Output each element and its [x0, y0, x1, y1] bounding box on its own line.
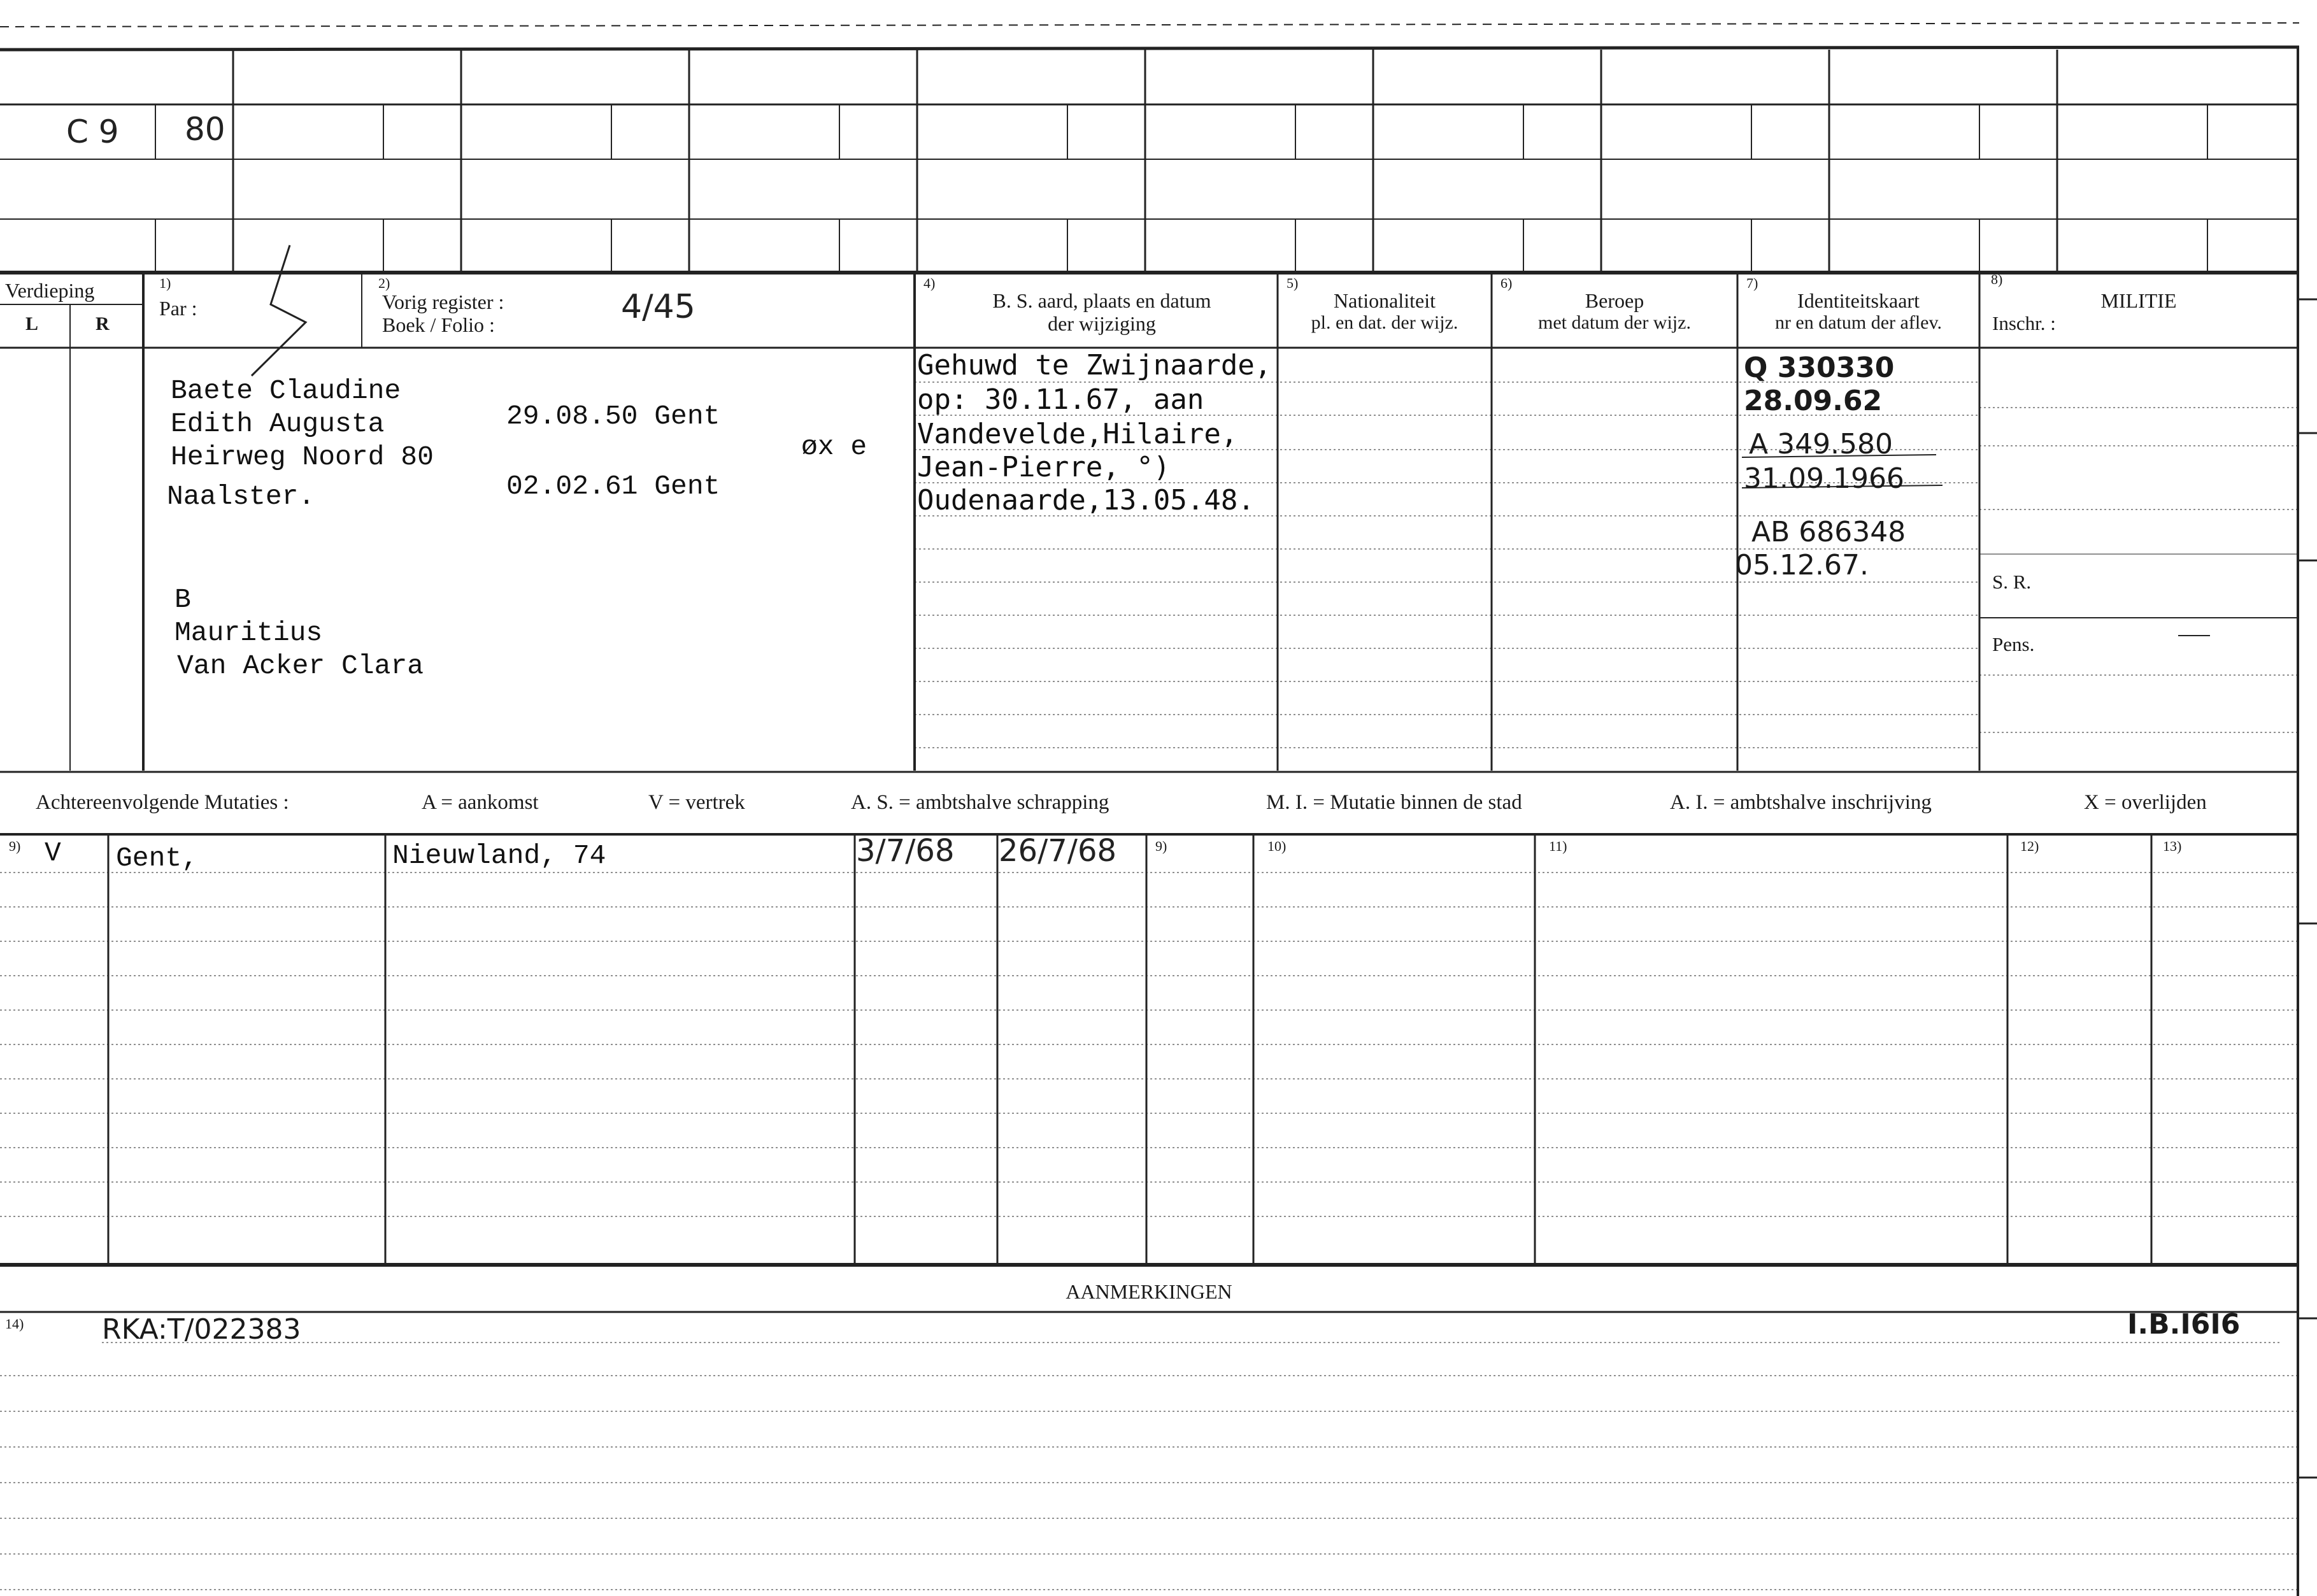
- field-number-1: 1): [159, 275, 171, 291]
- mutation-col-number-11: 11): [1549, 838, 1567, 854]
- col-l-label: L: [25, 313, 39, 334]
- second-date-place: 02.02.61 Gent: [506, 471, 720, 502]
- mutation-date-2: 26/7/68: [999, 833, 1117, 869]
- id-card-date-1: 28.09.62: [1744, 385, 1883, 417]
- field-number-5: 5): [1287, 275, 1299, 291]
- birth-date-place: 29.08.50 Gent: [506, 401, 720, 432]
- remarks-title: AANMERKINGEN: [1066, 1280, 1232, 1303]
- civil-status-line-4: Jean-Pierre, °): [917, 451, 1171, 483]
- nationality-header-line2: pl. en dat. der wijz.: [1311, 312, 1458, 333]
- legend-aankomst: A = aankomst: [422, 791, 539, 814]
- father-name: Mauritius: [175, 617, 323, 648]
- id-card-number-1: Q 330330: [1744, 352, 1895, 384]
- field-number-8: 8): [1991, 271, 2003, 287]
- person-street: Heirweg Noord 80: [171, 441, 434, 473]
- mutation-col-number-13: 13): [2163, 838, 2182, 854]
- boek-folio-value: 4/45: [621, 288, 695, 326]
- mutation-city: Gent,: [116, 843, 199, 874]
- bs-header-line2: der wijziging: [1048, 312, 1156, 335]
- mutation-col-number-12: 12): [2020, 838, 2039, 854]
- id-card-header-line1: Identiteitskaart: [1797, 289, 1920, 312]
- beroep-header-line2: met datum der wijz.: [1538, 312, 1691, 333]
- person-city: Naalster.: [167, 481, 315, 512]
- id-card-date-2: 31.09.1966: [1744, 462, 1904, 495]
- civil-status-line-3: Vandevelde,Hilaire,: [917, 418, 1238, 450]
- legend-vertrek: V = vertrek: [648, 791, 745, 814]
- vorig-register-label: Vorig register :: [382, 290, 504, 313]
- nationality-header-line1: Nationaliteit: [1334, 289, 1436, 312]
- mother-name: Van Acker Clara: [177, 650, 424, 681]
- id-card-header-line2: nr en datum der aflev.: [1774, 312, 1943, 333]
- civil-status-line-1: Gehuwd te Zwijnaarde,: [917, 349, 1272, 381]
- legend-overlijden: X = overlijden: [2084, 791, 2207, 814]
- sr-label: S. R.: [1992, 571, 2032, 593]
- civil-status-line-5: Oudenaarde,13.05.48.: [917, 484, 1255, 517]
- id-card-date-3: 05.12.67.: [1735, 549, 1869, 581]
- mutation-street: Nieuwland, 74: [392, 840, 606, 871]
- field-number-4: 4): [923, 275, 936, 291]
- legend-ambtshalve-schrapping: A. S. = ambtshalve schrapping: [851, 791, 1109, 814]
- remarks-field-number-14: 14): [5, 1316, 24, 1332]
- card-code-right: 80: [185, 111, 225, 148]
- verdieping-label: Verdieping: [5, 279, 95, 302]
- mutation-col-number-9: 9): [9, 838, 21, 854]
- person-given-names: Edith Augusta: [171, 408, 385, 439]
- remarks-rka-reference: RKA:T/022383: [102, 1313, 301, 1346]
- card-code-left: C 9: [66, 113, 119, 150]
- marital-mark: øx e: [801, 431, 867, 462]
- par-label: Par :: [159, 297, 197, 320]
- legend-mutatie-binnen-stad: M. I. = Mutatie binnen de stad: [1266, 791, 1522, 814]
- bs-header-line1: B. S. aard, plaats en datum: [992, 289, 1211, 312]
- field-number-2: 2): [378, 275, 390, 291]
- col-r-label: R: [96, 313, 110, 334]
- boek-folio-label: Boek / Folio :: [382, 313, 495, 336]
- mutation-col-number-9b: 9): [1155, 838, 1167, 854]
- remarks-ib-reference: I.B.I6I6: [2127, 1308, 2241, 1341]
- pens-label: Pens.: [1992, 633, 2035, 655]
- civil-status-line-2: op: 30.11.67, aan: [917, 383, 1204, 416]
- mutation-type: V: [45, 837, 61, 869]
- beroep-header-line1: Beroep: [1585, 289, 1644, 312]
- mutations-legend-title: Achtereenvolgende Mutaties :: [36, 791, 289, 814]
- field-number-6: 6): [1501, 275, 1513, 291]
- militie-header: MILITIE: [2100, 289, 2177, 312]
- person-surname: Baete Claudine: [171, 375, 401, 406]
- id-card-number-3: AB 686348: [1751, 516, 1906, 548]
- inschr-label: Inschr. :: [1992, 312, 2056, 334]
- mutation-col-number-10: 10): [1267, 838, 1287, 854]
- parent-b-marker: B: [175, 584, 191, 615]
- mutation-date-1: 3/7/68: [856, 833, 955, 869]
- field-number-7: 7): [1746, 275, 1758, 291]
- legend-ambtshalve-inschrijving: A. I. = ambtshalve inschrijving: [1670, 791, 1932, 814]
- id-card-number-2: A 349.580: [1749, 428, 1893, 460]
